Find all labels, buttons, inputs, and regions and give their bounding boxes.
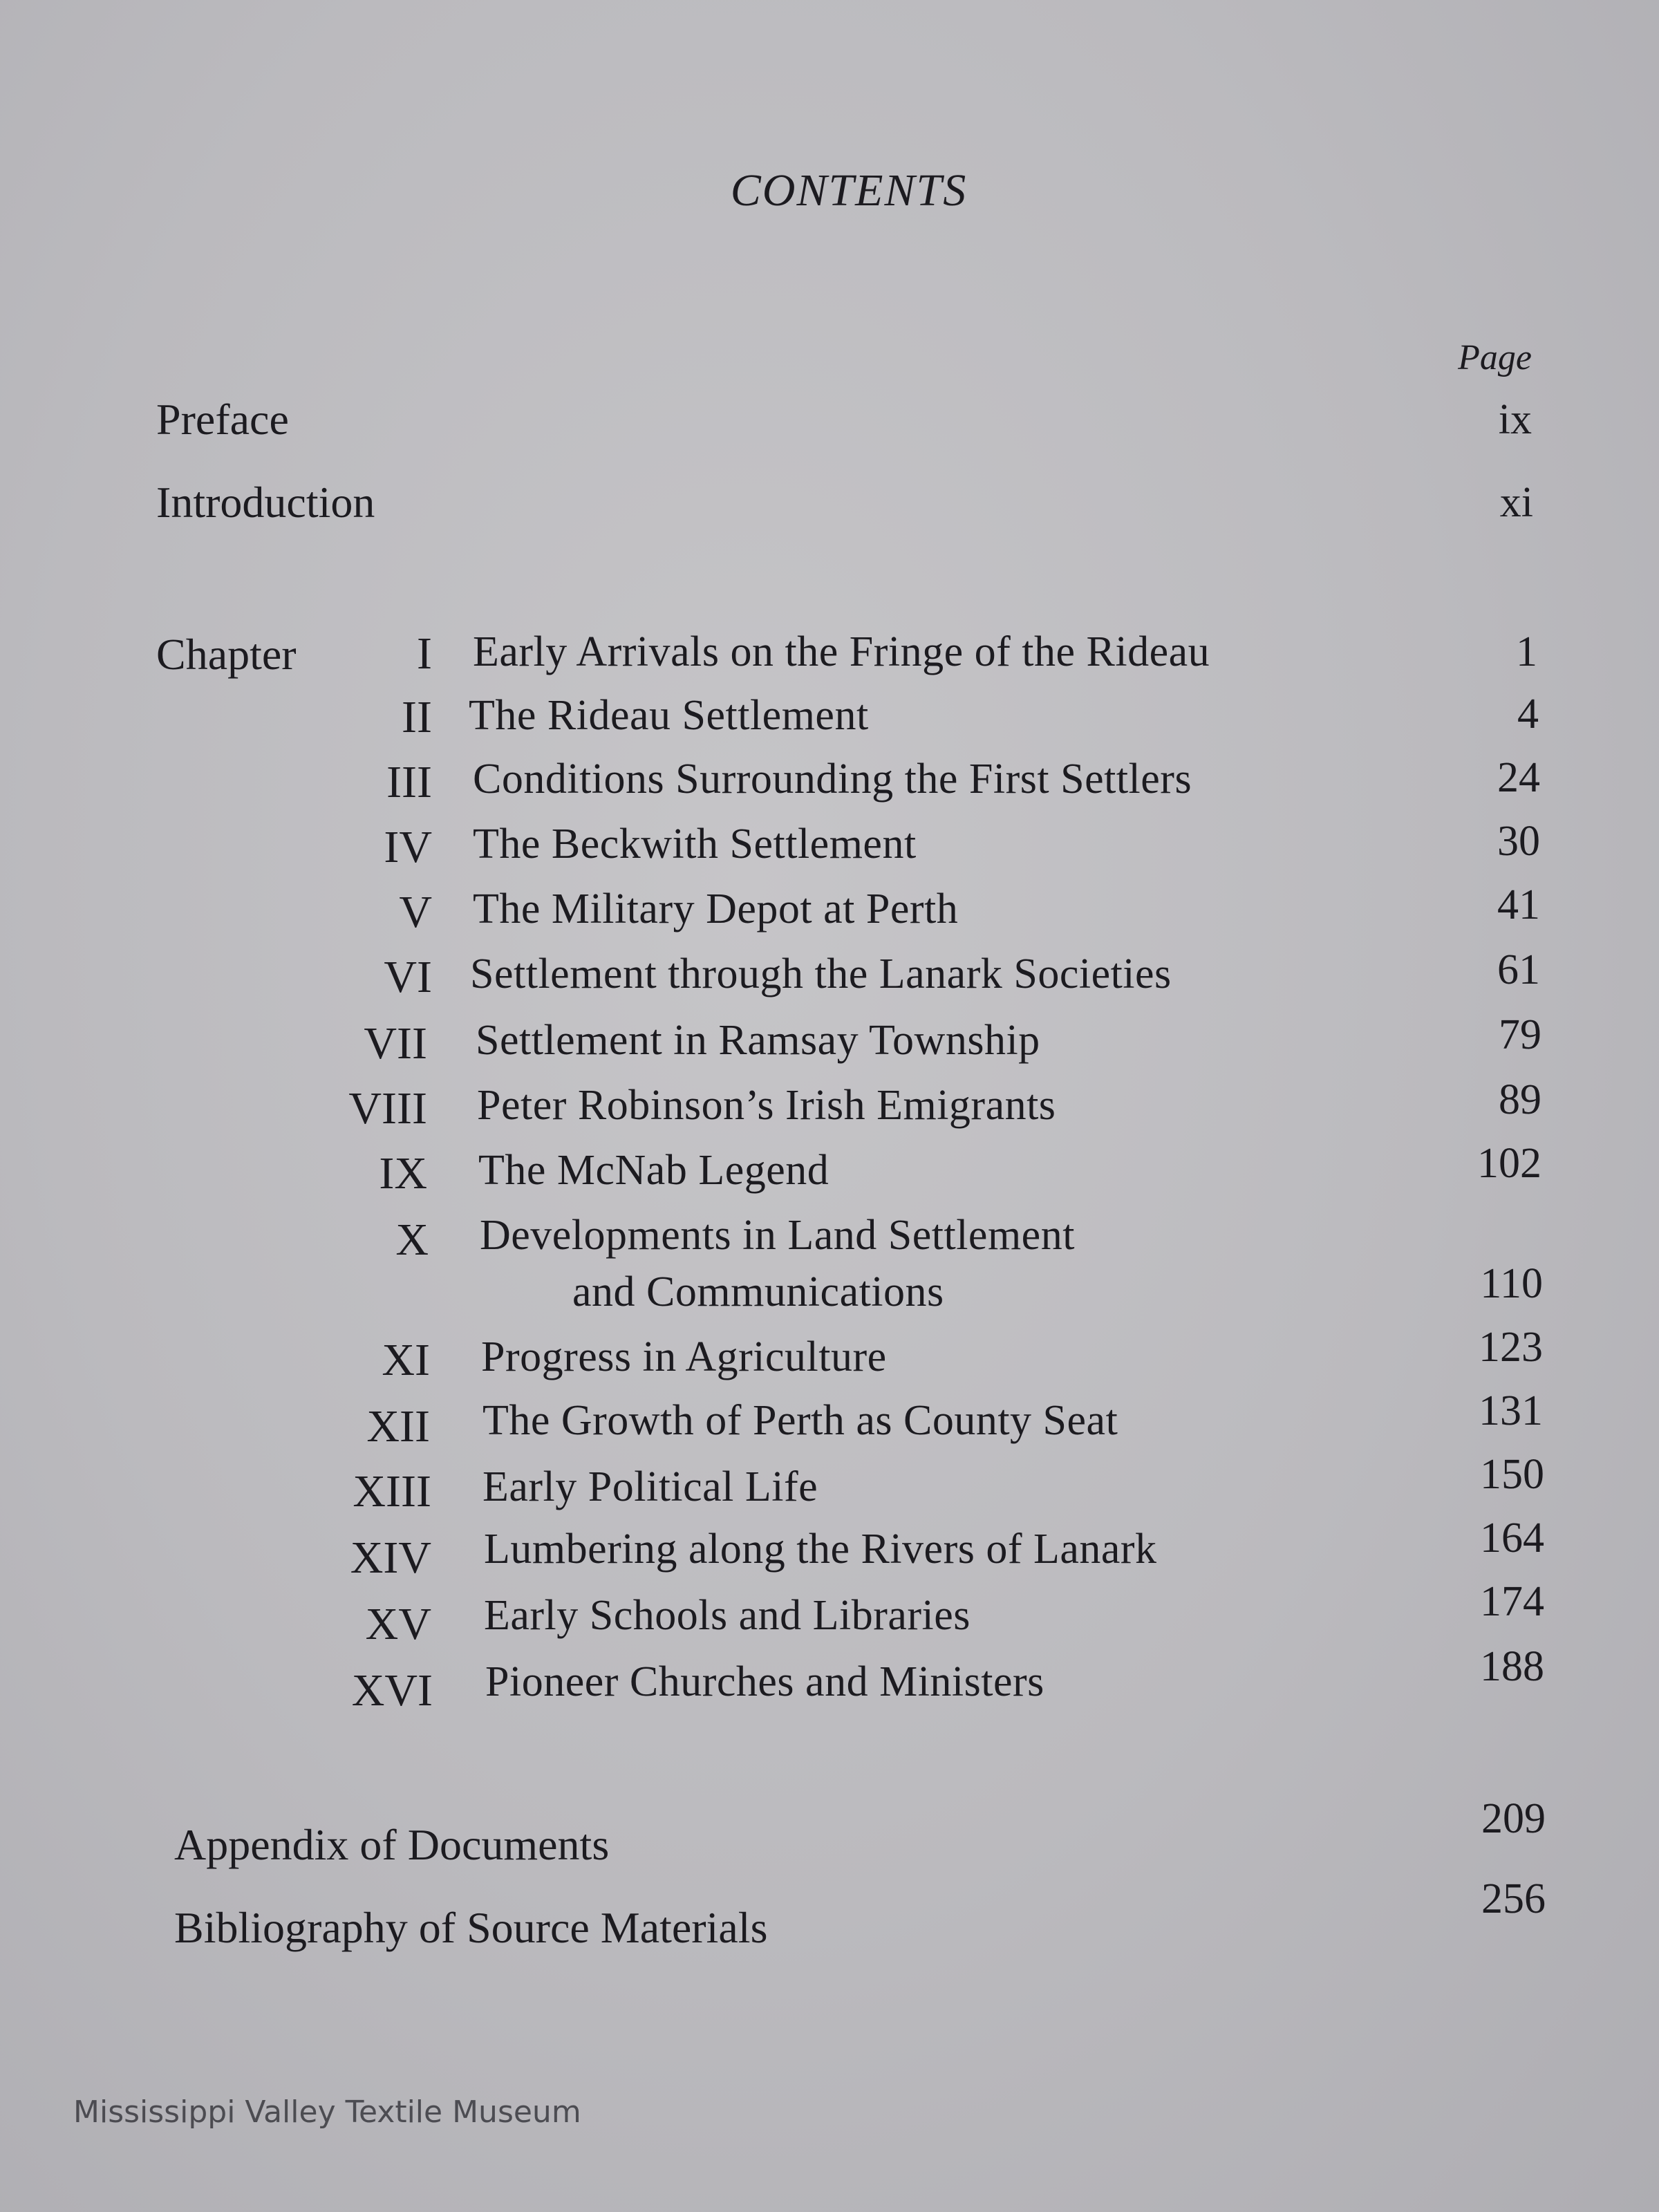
chapter-page: 1 (1516, 628, 1537, 675)
chapter-number: X (395, 1215, 429, 1265)
chapter-number: I (417, 628, 432, 679)
chapter-title: Lumbering along the Rivers of Lanark (484, 1526, 1157, 1573)
chapter-number: VI (384, 952, 432, 1002)
chapter-number: XV (365, 1599, 431, 1649)
chapter-title: The Beckwith Settlement (473, 821, 917, 868)
chapter-page: 150 (1480, 1451, 1544, 1498)
chapter-title: Developments in Land Settlement (480, 1212, 1075, 1259)
chapter-page: 110 (1480, 1260, 1543, 1307)
contents-title: CONTENTS (730, 165, 968, 216)
chapter-page: 24 (1497, 754, 1540, 801)
chapter-title: The McNab Legend (478, 1147, 830, 1194)
chapter-title: Progress in Agriculture (481, 1333, 887, 1380)
chapter-page: 188 (1480, 1643, 1544, 1690)
chapter-label: Chapter (156, 630, 297, 679)
chapter-title-continuation: and Communications (572, 1268, 944, 1315)
chapter-page: 89 (1499, 1076, 1541, 1123)
chapter-number: XVI (351, 1665, 433, 1716)
chapter-page: 4 (1517, 691, 1539, 738)
toc-entry-bibliography: Bibliography of Source Materials (174, 1903, 768, 1952)
chapter-number: VII (364, 1018, 427, 1069)
chapter-number: XIII (353, 1466, 431, 1517)
toc-entry-introduction: Introduction (156, 478, 375, 527)
toc-page-preface: ix (1498, 396, 1532, 443)
chapter-number: IX (379, 1148, 427, 1199)
toc-entry-preface: Preface (156, 395, 289, 444)
chapter-page: 174 (1480, 1578, 1544, 1625)
chapter-title: Conditions Surrounding the First Settlers (473, 756, 1192, 803)
chapter-title: The Rideau Settlement (469, 692, 869, 739)
chapter-page: 61 (1497, 946, 1540, 993)
chapter-page: 79 (1499, 1011, 1541, 1058)
chapter-title: Pioneer Churches and Ministers (485, 1658, 1044, 1705)
chapter-page: 131 (1479, 1387, 1543, 1434)
toc-page-bibliography: 256 (1481, 1875, 1546, 1922)
chapter-number: IV (384, 822, 432, 872)
chapter-title: Settlement in Ramsay Township (476, 1017, 1040, 1064)
chapter-page: 164 (1480, 1515, 1544, 1562)
chapter-page: 41 (1497, 881, 1540, 928)
chapter-number: XI (382, 1335, 430, 1385)
chapter-title: Settlement through the Lanark Societies (470, 950, 1172, 997)
chapter-number: III (386, 757, 432, 807)
chapter-title: Early Schools and Libraries (484, 1592, 971, 1639)
chapter-number: II (402, 692, 432, 742)
chapter-number: XIV (350, 1533, 431, 1583)
chapter-title: The Growth of Perth as County Seat (482, 1397, 1118, 1444)
chapter-title: The Military Depot at Perth (473, 885, 959, 932)
chapter-number: V (399, 887, 432, 937)
chapter-title: Early Arrivals on the Fringe of the Rideau (473, 628, 1210, 675)
chapter-page: 30 (1497, 818, 1540, 865)
chapter-title: Early Political Life (482, 1463, 818, 1510)
watermark-text: Mississippi Valley Textile Museum (73, 2094, 581, 2130)
chapter-title: Peter Robinson’s Irish Emigrants (477, 1082, 1056, 1129)
chapter-number: XII (366, 1401, 430, 1452)
chapter-number: VIII (348, 1083, 427, 1134)
page-column-heading: Page (1458, 338, 1532, 377)
chapter-page: 102 (1477, 1140, 1541, 1187)
chapter-page: 123 (1479, 1324, 1543, 1371)
toc-entry-appendix: Appendix of Documents (174, 1820, 610, 1869)
toc-page-appendix: 209 (1481, 1795, 1546, 1842)
toc-page-introduction: xi (1499, 479, 1533, 526)
